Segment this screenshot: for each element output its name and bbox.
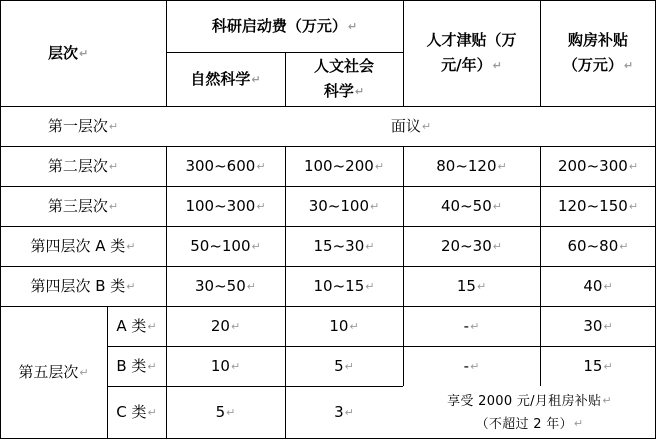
cell-value: 300~600 ↵ [185, 154, 265, 179]
cell-talent [403, 186, 540, 226]
header-talent-line1: 人才津贴（万 [426, 31, 517, 49]
cell-value: 10 ↵ [211, 354, 240, 379]
rent-subsidy-line1: 享受 2000 元/月租房补贴 ↵ [447, 390, 612, 413]
cell-humanities [285, 146, 403, 186]
header-talent-allowance [403, 0, 540, 106]
row-label-text: 第四层次 A 类 ↵ [30, 234, 135, 259]
cell-value: 40~50 ↵ [441, 194, 502, 219]
header-talent-line2: 元/年） ↵ [441, 53, 502, 78]
cell-talent [403, 226, 540, 266]
cell-humanities [285, 226, 403, 266]
cell-humanities [285, 346, 403, 386]
cell-talent [403, 146, 540, 186]
cell-natural [166, 346, 285, 386]
cell-value: 15 ↵ [457, 274, 486, 299]
row-label-text: 第三层次 ↵ [48, 194, 118, 219]
cell-value: 5 ↵ [216, 400, 236, 425]
row-label [0, 226, 166, 266]
cell-value: 100~200 ↵ [304, 154, 384, 179]
cell-humanities [285, 186, 403, 226]
cell-value: 15~30 ↵ [314, 234, 375, 259]
subrow-label [107, 306, 166, 346]
row-label [0, 266, 166, 306]
cell-natural [166, 226, 285, 266]
cell-value: 20~30 ↵ [441, 234, 502, 259]
cell-value: 200~300 ↵ [558, 154, 638, 179]
header-housing-line1: 购房补贴 [567, 31, 628, 49]
cell-talent [403, 346, 540, 386]
cell-humanities [285, 306, 403, 346]
cell-housing [540, 186, 656, 226]
header-humanities [285, 52, 403, 106]
cell-humanities [285, 386, 403, 439]
cell-value: 30~50 ↵ [195, 274, 256, 299]
cell-housing [540, 266, 656, 306]
cell-value: 30~100 ↵ [309, 194, 380, 219]
cell-value: 10~15 ↵ [314, 274, 375, 299]
cell-value: 30 ↵ [583, 314, 612, 339]
cell-value: 40 ↵ [583, 274, 612, 299]
subrow-label-text: A 类 ↵ [116, 314, 156, 339]
level5-label-text: 第五层次 ↵ [18, 360, 88, 385]
cell-natural [166, 186, 285, 226]
header-level-text: 层次 ↵ [48, 41, 88, 66]
cell-housing [540, 226, 656, 266]
subrow-label-text: B 类 ↵ [116, 354, 156, 379]
row-label-text: 第二层次 ↵ [48, 154, 118, 179]
negotiable-text: 面议 ↵ [391, 114, 431, 139]
cell-natural [166, 266, 285, 306]
level5-label [0, 306, 107, 439]
cell-talent [403, 306, 540, 346]
cell-natural [166, 306, 285, 346]
cell-value: 15 ↵ [583, 354, 612, 379]
cell-value: 100~300 ↵ [185, 194, 265, 219]
cell-value: 50~100 ↵ [190, 234, 261, 259]
merged-negotiable-cell [166, 106, 656, 146]
cell-value: 3 ↵ [334, 400, 354, 425]
subrow-label [107, 346, 166, 386]
cell-value: 5 ↵ [334, 354, 354, 379]
rent-subsidy-line2: （不超过 2 年） ↵ [476, 413, 584, 436]
subrow-label [107, 386, 166, 439]
cell-natural [166, 386, 285, 439]
row-label-text: 第一层次 ↵ [48, 114, 118, 139]
cell-humanities [285, 266, 403, 306]
rent-subsidy-note [403, 386, 656, 439]
cell-natural [166, 146, 285, 186]
header-housing-subsidy [540, 0, 656, 106]
header-humanities-line1: 人文社会 [313, 57, 374, 75]
row-label-text: 第四层次 B 类 ↵ [30, 274, 135, 299]
cell-housing [540, 306, 656, 346]
header-level [0, 0, 166, 106]
header-humanities-line2: 科学 ↵ [324, 79, 364, 104]
cell-value: 10 ↵ [329, 314, 358, 339]
header-natural-science-text: 自然科学 ↵ [190, 67, 260, 92]
cell-housing [540, 146, 656, 186]
row-label [0, 106, 166, 146]
cell-value: 60~80 ↵ [568, 234, 629, 259]
cell-value: - ↵ [464, 314, 480, 339]
header-natural-science [166, 52, 285, 106]
cell-value: 80~120 ↵ [436, 154, 507, 179]
row-label [0, 186, 166, 226]
cell-value: 20 ↵ [211, 314, 240, 339]
cell-talent [403, 266, 540, 306]
header-housing-line2: （万元） ↵ [563, 53, 633, 78]
cell-housing [540, 346, 656, 386]
cell-value: - ↵ [464, 354, 480, 379]
header-startup-fee-text: 科研启动费（万元） ↵ [212, 14, 357, 39]
subrow-label-text: C 类 ↵ [116, 400, 156, 425]
row-label [0, 146, 166, 186]
cell-value: 120~150 ↵ [558, 194, 638, 219]
header-startup-fee [166, 0, 403, 52]
